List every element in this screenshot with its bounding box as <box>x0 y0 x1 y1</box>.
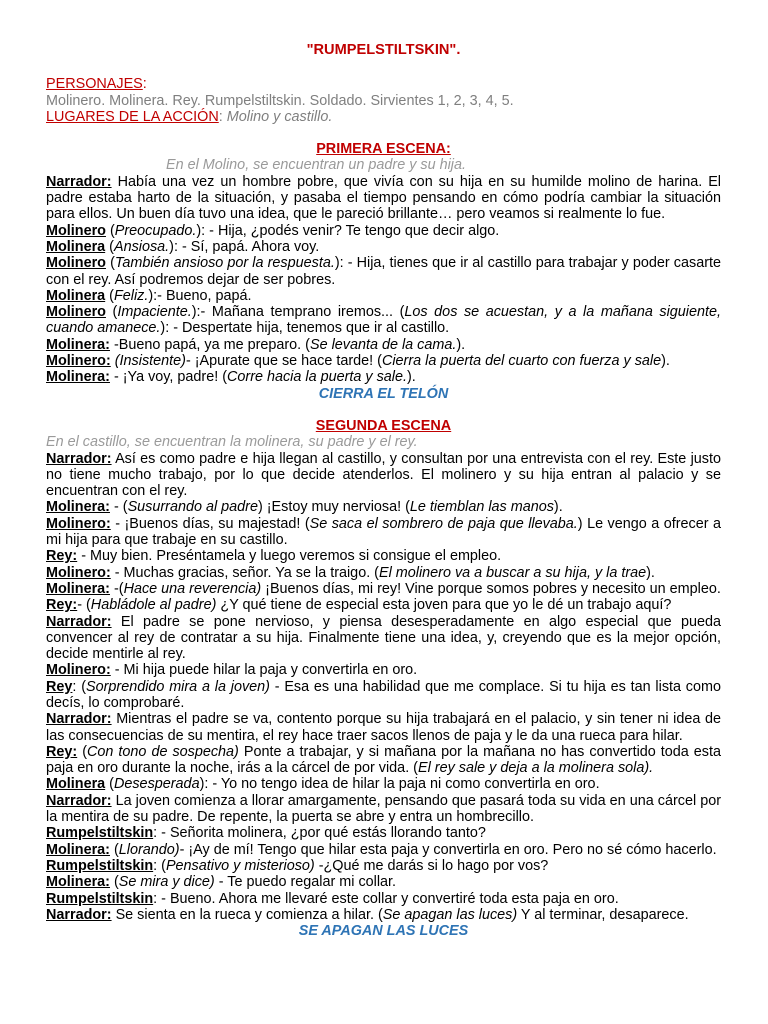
scene-2-dialogue <box>46 451 721 924</box>
stage-direction: Se mira y dice) <box>118 874 215 891</box>
speaker-name: Narrador: <box>46 450 112 467</box>
personajes-label: PERSONAJES <box>46 76 143 93</box>
speaker-name: Molinero: <box>46 515 111 532</box>
dialogue-line <box>46 907 721 923</box>
speaker-name: Molinera: <box>46 874 110 891</box>
dialogue-line <box>46 239 721 255</box>
dialogue-line <box>46 825 721 841</box>
dialogue-line <box>46 353 721 369</box>
scene-1-dialogue <box>46 174 721 386</box>
dialogue-line <box>46 369 721 385</box>
speaker-name: Molinero <box>46 304 106 321</box>
stage-direction: Se apagan las luces) <box>382 906 518 923</box>
dialogue-text: Así es como padre e hija llegan al castillo, y consultan por una entrevista con el rey. Este justo no tiene mucho trabajo, por lo que decide atenderlos. El molinero y su hija entran al palacio y se encuentran con el rey. <box>46 450 721 500</box>
dialogue-text: El padre se pone nervioso, y piensa desesperadamente en algo especial que pueda convencer al rey de contratar a su hija. Finalmente tiene una idea, y, creyendo que es la mejor opción, decide mentirle al rey. <box>46 613 721 663</box>
lugares-block: LUGARES DE LA ACCIÓN: Molino y castillo. <box>46 108 333 125</box>
speaker-name: Narrador: <box>46 173 112 190</box>
dialogue-line <box>46 874 721 890</box>
stage-direction: Ansiosa. <box>113 238 170 255</box>
dialogue-text: La joven comienza a llorar amargamente, pensando que pasará toda su vida en una cárcel por la mentira de su padre. De repente, la puerta se abre y entra un hombrecillo. <box>46 792 721 826</box>
stage-direction: Susurrando al padre <box>127 499 258 516</box>
dialogue-text: ( <box>109 841 119 858</box>
dialogue-text: Se sienta en la rueca y comienza a hilar. ( <box>111 906 383 923</box>
scene-1-end-direction: CIERRA EL TELÓN <box>318 385 449 402</box>
dialogue-line <box>46 304 721 337</box>
dialogue-text: : - Bueno. Ahora me llevaré este collar y convertiré toda esta paja en oro. <box>153 890 619 907</box>
speaker-name: Molinera <box>46 238 106 255</box>
dialogue-line <box>46 614 721 663</box>
dialogue-text: ( <box>105 776 114 793</box>
dialogue-text: -Bueno papá, ya me preparo. ( <box>109 336 310 353</box>
dialogue-text: ( <box>105 255 115 272</box>
personajes-list: Molinero. Molinera. Rey. Rumpelstiltskin. Soldado. Sirvientes 1, 2, 3, 4, 5. <box>46 92 514 109</box>
stage-direction: Hace una reverencia) <box>123 580 262 597</box>
dialogue-text: ): - Hija, ¿podés venir? Te tengo que decir algo. <box>196 222 500 239</box>
dialogue-line <box>46 581 721 597</box>
dialogue-line <box>46 174 721 223</box>
speaker-name: Narrador: <box>46 711 112 728</box>
dialogue-text: ):- Bueno, papá. <box>148 287 252 304</box>
speaker-name: Molinero <box>46 222 106 239</box>
scene-2-end-direction: SE APAGAN LAS LUCES <box>298 923 469 940</box>
speaker-name: Narrador: <box>46 792 112 809</box>
dialogue-text: - ¡Apurate que se hace tarde! ( <box>185 353 382 370</box>
dialogue-text: ¡Buenos días, mi rey! Vine porque somos pobres y necesito un empleo. <box>261 580 721 597</box>
dialogue-line <box>46 255 721 288</box>
stage-direction: También ansioso por la respuesta. <box>114 255 335 272</box>
dialogue-line <box>46 597 721 613</box>
dialogue-line <box>46 499 721 515</box>
dialogue-line <box>46 679 721 712</box>
dialogue-text: : - Señorita molinera, ¿por qué estás llorando tanto? <box>153 825 486 842</box>
stage-direction: Le tiemblan las manos <box>409 499 554 516</box>
dialogue-line <box>46 548 721 564</box>
speaker-name: Rey: <box>46 743 78 760</box>
dialogue-text: ¿Y qué tiene de especial esta joven para que yo le dé un trabajo aquí? <box>216 597 672 614</box>
speaker-name: Molinero <box>46 255 106 272</box>
speaker-name: Molinero: <box>46 662 111 679</box>
stage-direction: Corre hacia la puerta y sale. <box>227 369 407 386</box>
dialogue-text: ). <box>661 353 670 370</box>
stage-direction: Se saca el sombrero de paja que llevaba. <box>309 515 578 532</box>
dialogue-line <box>46 711 721 744</box>
dialogue-text: ). <box>456 336 466 353</box>
stage-direction: Impaciente. <box>117 304 192 321</box>
dialogue-text: ) Le vengo a ofrecer a mi hija para que trabaje en su castillo. <box>46 515 721 549</box>
dialogue-line <box>46 858 721 874</box>
dialogue-text: ): - Sí, papá. Ahora voy. <box>169 238 320 255</box>
scene-1-title: PRIMERA ESCENA: <box>316 141 451 158</box>
dialogue-text: ):- Mañana temprano iremos... ( <box>191 304 405 321</box>
stage-direction: Se levanta de la cama. <box>309 336 457 353</box>
dialogue-text: ). <box>553 499 563 516</box>
dialogue-text: Ponte a trabajar, y si mañana por la mañana no has convertido toda esta paja en oro durante la noche, irás a la cárcel de por vida. ( <box>46 743 721 777</box>
dialogue-line <box>46 337 721 353</box>
speaker-name: Molinera: <box>46 841 110 858</box>
dialogue-text: - Muy bien. Preséntamela y luego veremos si consigue el empleo. <box>77 548 502 565</box>
dialogue-line <box>46 288 721 304</box>
dialogue-line <box>46 565 721 581</box>
dialogue-line <box>46 793 721 826</box>
dialogue-text: : ( <box>72 678 86 695</box>
stage-direction: Habládole al padre) <box>90 597 217 614</box>
dialogue-text: - ¡Ya voy, padre! ( <box>109 369 227 386</box>
stage-direction: Feliz. <box>113 287 149 304</box>
speaker-name: Molinera: <box>46 336 110 353</box>
dialogue-line <box>46 451 721 500</box>
dialogue-text: ) ¡Estoy muy nerviosa! ( <box>257 499 410 516</box>
dialogue-line <box>46 223 721 239</box>
dialogue-text: - Muchas gracias, señor. Ya se la traigo. ( <box>110 564 379 581</box>
scene-2-description: En el castillo, se encuentran la molinera, su padre y el rey. <box>46 434 418 451</box>
dialogue-text: ( <box>109 874 119 891</box>
stage-direction: Preocupado. <box>114 222 197 239</box>
dialogue-text: ( <box>77 743 88 760</box>
stage-direction: El molinero va a buscar a su hija, y la trae <box>378 564 647 581</box>
script-page <box>46 42 721 939</box>
dialogue-text: - ( <box>109 499 128 516</box>
dialogue-text: - ¡Buenos días, su majestad! ( <box>110 515 310 532</box>
lugares-label: LUGARES DE LA ACCIÓN <box>46 108 219 125</box>
dialogue-line <box>46 776 721 792</box>
speaker-name: Molinero: <box>46 353 111 370</box>
speaker-name: Narrador: <box>46 906 112 923</box>
speaker-name: Rumpelstiltskin <box>46 890 154 907</box>
dialogue-text: ): - Yo no tengo idea de hilar la paja ni como convertirla en oro. <box>199 776 600 793</box>
dialogue-text: ( <box>105 222 115 239</box>
stage-direction: Sorprendido mira a la joven) <box>86 678 270 695</box>
speaker-name: Narrador: <box>46 613 112 630</box>
stage-direction: Desesperada <box>113 776 200 793</box>
scene-1-description: En el Molino, se encuentran un padre y su hija. <box>166 157 466 174</box>
dialogue-line <box>46 744 721 777</box>
speaker-name: Rumpelstiltskin <box>46 825 154 842</box>
speaker-name: Molinera <box>46 287 106 304</box>
dialogue-text: Mientras el padre se va, contento porque su hija trabajará en el palacio, y sin tener ni idea de las consecuencias de su mentira, el rey hace traer sacos llenos de paja y le da una rueca para hilar. <box>46 711 721 744</box>
speaker-name: Molinera <box>46 776 106 793</box>
dialogue-text: - ( <box>77 597 91 614</box>
dialogue-line <box>46 891 721 907</box>
dialogue-text: - ¡Ay de mí! Tengo que hilar esta paja y convertirla en oro. Pero no sé cómo hacerlo. <box>179 841 717 858</box>
dialogue-text: -( <box>109 580 124 597</box>
dialogue-text: Y al terminar, desaparece. <box>517 906 689 923</box>
document-title: "RUMPELSTILTSKIN". <box>306 42 461 58</box>
scene-2-title: SEGUNDA ESCENA <box>315 417 452 434</box>
stage-direction: Los dos se acuestan, y a la mañana siguiente, cuando amanece. <box>46 304 722 337</box>
dialogue-line <box>46 842 721 858</box>
speaker-name: Rey: <box>46 548 78 565</box>
dialogue-text: -¿Qué me darás si lo hago por vos? <box>314 857 549 874</box>
dialogue-text: ): - Despertate hija, tenemos que ir al castillo. <box>160 320 450 337</box>
dialogue-text: Había una vez un hombre pobre, que vivía con su hija en su humilde molino de harina. El padre estaba harto de la situación, y pasaba el tiempo pensando en cómo podría cambiar la situación para ellos. Un buen día tuvo una idea, que le pareció brillante… pero veamos si realmente lo fue. <box>46 173 721 223</box>
dialogue-text: ). <box>646 564 655 581</box>
dialogue-text: ( <box>105 287 114 304</box>
dialogue-line <box>46 516 721 549</box>
speaker-name: Rey: <box>46 597 78 614</box>
dialogue-text: ( <box>105 238 114 255</box>
lugares-value: Molino y castillo. <box>226 108 333 125</box>
speaker-name: Rey <box>46 678 73 695</box>
dialogue-text: ). <box>406 369 416 386</box>
stage-direction: Cierra la puerta del cuarto con fuerza y sale <box>381 353 662 370</box>
stage-direction: Pensativo y misterioso) <box>165 857 315 874</box>
stage-direction: El rey sale y deja a la molinera sola). <box>417 760 654 777</box>
personajes-block: PERSONAJES: <box>46 76 147 93</box>
speaker-name: Molinera: <box>46 369 110 386</box>
stage-direction: Llorando) <box>118 841 180 858</box>
dialogue-text: - Mi hija puede hilar la paja y convertirla en oro. <box>110 662 418 679</box>
dialogue-line <box>46 662 721 678</box>
speaker-name: Molinera: <box>46 499 110 516</box>
stage-direction: (Insistente) <box>114 353 186 370</box>
speaker-name: Rumpelstiltskin <box>46 857 154 874</box>
dialogue-text: ( <box>105 304 118 321</box>
dialogue-text: : ( <box>153 857 166 874</box>
speaker-name: Molinero: <box>46 564 111 581</box>
dialogue-text: - Esa es una habilidad que me complace. Si tu hija es tan lista como decís, lo comprobaré. <box>46 678 722 711</box>
dialogue-text: - Te puedo regalar mi collar. <box>214 874 397 891</box>
speaker-name: Molinera: <box>46 580 110 597</box>
dialogue-text: ): - Hija, tienes que ir al castillo para trabajar y poder casarte con el rey. Así podremos dejar de ser pobres. <box>46 255 721 288</box>
stage-direction: Con tono de sospecha) <box>87 743 239 760</box>
